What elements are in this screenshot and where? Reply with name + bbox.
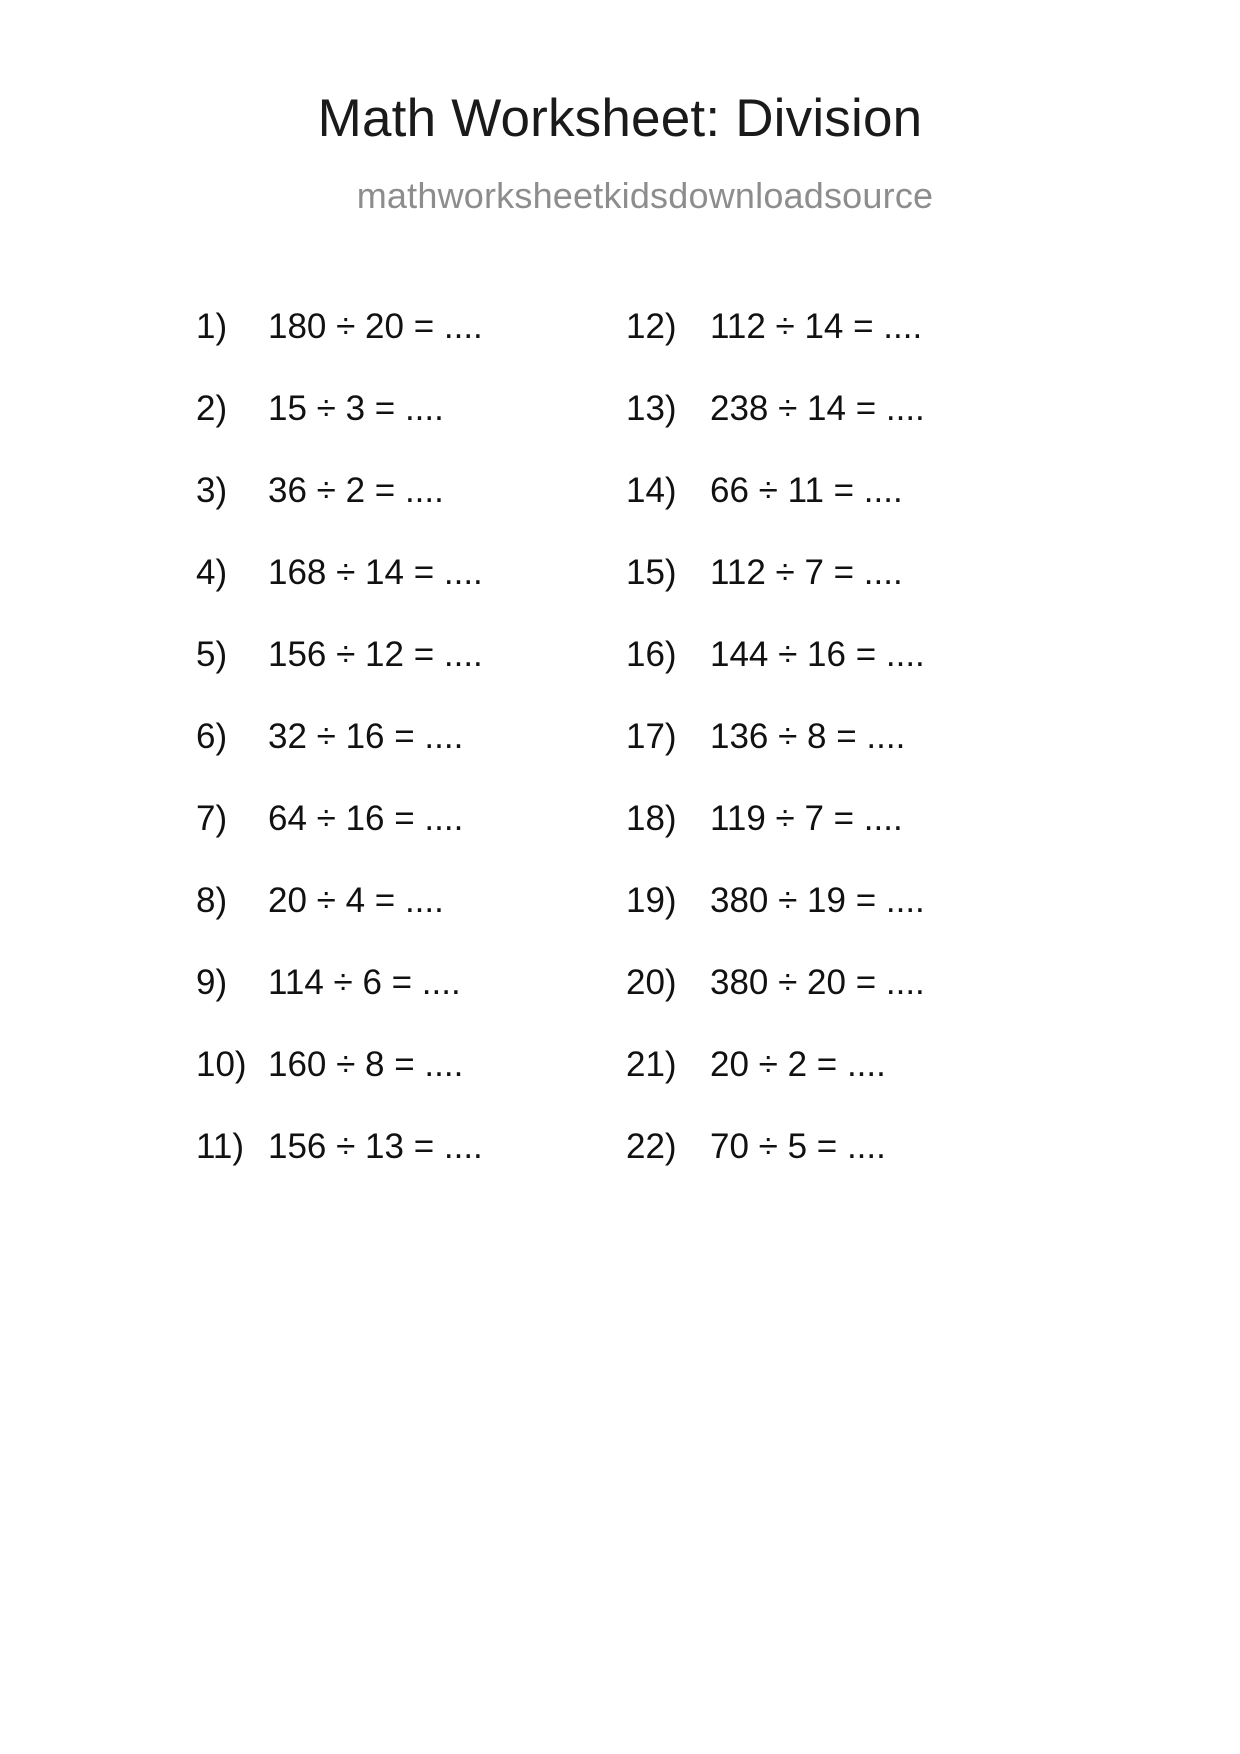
problem-expression: 32 ÷ 16 = .... [268, 717, 464, 756]
problem-item [196, 1047, 626, 1129]
problem-expression: 380 ÷ 20 = .... [710, 963, 925, 1002]
problem-item [626, 801, 1026, 883]
problem-number: 8) [196, 881, 228, 920]
problem-expression: 66 ÷ 11 = .... [710, 471, 903, 510]
problem-number: 9) [196, 963, 228, 1002]
problem-number: 18) [626, 799, 677, 838]
problem-expression: 168 ÷ 14 = .... [268, 553, 483, 592]
problem-item [196, 883, 626, 965]
problem-expression: 15 ÷ 3 = .... [268, 389, 444, 428]
problem-number: 13) [626, 389, 677, 428]
problem-item [626, 473, 1026, 555]
problem-number: 14) [626, 471, 677, 510]
problem-number: 7) [196, 799, 228, 838]
problem-expression: 112 ÷ 14 = .... [710, 307, 923, 346]
problem-expression: 36 ÷ 2 = .... [268, 471, 444, 510]
problem-expression: 20 ÷ 2 = .... [710, 1045, 886, 1084]
problem-expression: 238 ÷ 14 = .... [710, 389, 925, 428]
problem-item [196, 555, 626, 637]
problem-number: 20) [626, 963, 677, 1002]
problem-item [626, 391, 1026, 473]
problem-expression: 20 ÷ 4 = .... [268, 881, 444, 920]
problem-number: 10) [196, 1045, 247, 1084]
problem-item [626, 1129, 1026, 1211]
problem-number: 16) [626, 635, 677, 674]
problem-item [626, 637, 1026, 719]
problem-item [626, 555, 1026, 637]
problem-expression: 180 ÷ 20 = .... [268, 307, 483, 346]
problem-item [196, 637, 626, 719]
problem-expression: 64 ÷ 16 = .... [268, 799, 464, 838]
problem-number: 22) [626, 1127, 677, 1166]
problem-number: 12) [626, 307, 677, 346]
problem-item [196, 965, 626, 1047]
problem-number: 5) [196, 635, 228, 674]
problem-item [196, 309, 626, 391]
problem-item [196, 473, 626, 555]
problem-item [626, 1047, 1026, 1129]
problem-item [196, 391, 626, 473]
problem-expression: 156 ÷ 12 = .... [268, 635, 483, 674]
problem-number: 19) [626, 881, 677, 920]
problem-number: 17) [626, 717, 677, 756]
problem-expression: 160 ÷ 8 = .... [268, 1045, 464, 1084]
problem-item [626, 883, 1026, 965]
problem-expression: 112 ÷ 7 = .... [710, 553, 903, 592]
problem-number: 4) [196, 553, 228, 592]
problem-item [196, 801, 626, 883]
problem-item [626, 309, 1026, 391]
problem-expression: 136 ÷ 8 = .... [710, 717, 906, 756]
problem-number: 21) [626, 1045, 677, 1084]
problem-number: 1) [196, 307, 228, 346]
problem-expression: 114 ÷ 6 = .... [268, 963, 461, 1002]
problem-expression: 119 ÷ 7 = .... [710, 799, 903, 838]
problem-item [626, 719, 1026, 801]
problem-expression: 144 ÷ 16 = .... [710, 635, 925, 674]
problem-number: 2) [196, 389, 228, 428]
problem-expression: 70 ÷ 5 = .... [710, 1127, 886, 1166]
problem-number: 15) [626, 553, 677, 592]
problem-item [196, 1129, 626, 1211]
page-title: Math Worksheet: Division [317, 89, 923, 148]
problem-column-right [626, 309, 1026, 1211]
problem-column-left [196, 309, 626, 1211]
problem-item [626, 965, 1026, 1047]
problem-number: 3) [196, 471, 228, 510]
problem-expression: 380 ÷ 19 = .... [710, 881, 925, 920]
worksheet-subtitle: mathworksheetkidsdownloadsource [356, 175, 934, 216]
problem-item [196, 719, 626, 801]
problem-number: 6) [196, 717, 228, 756]
problem-expression: 156 ÷ 13 = .... [268, 1127, 483, 1166]
problem-list [0, 309, 1240, 1211]
problem-number: 11) [196, 1127, 244, 1166]
